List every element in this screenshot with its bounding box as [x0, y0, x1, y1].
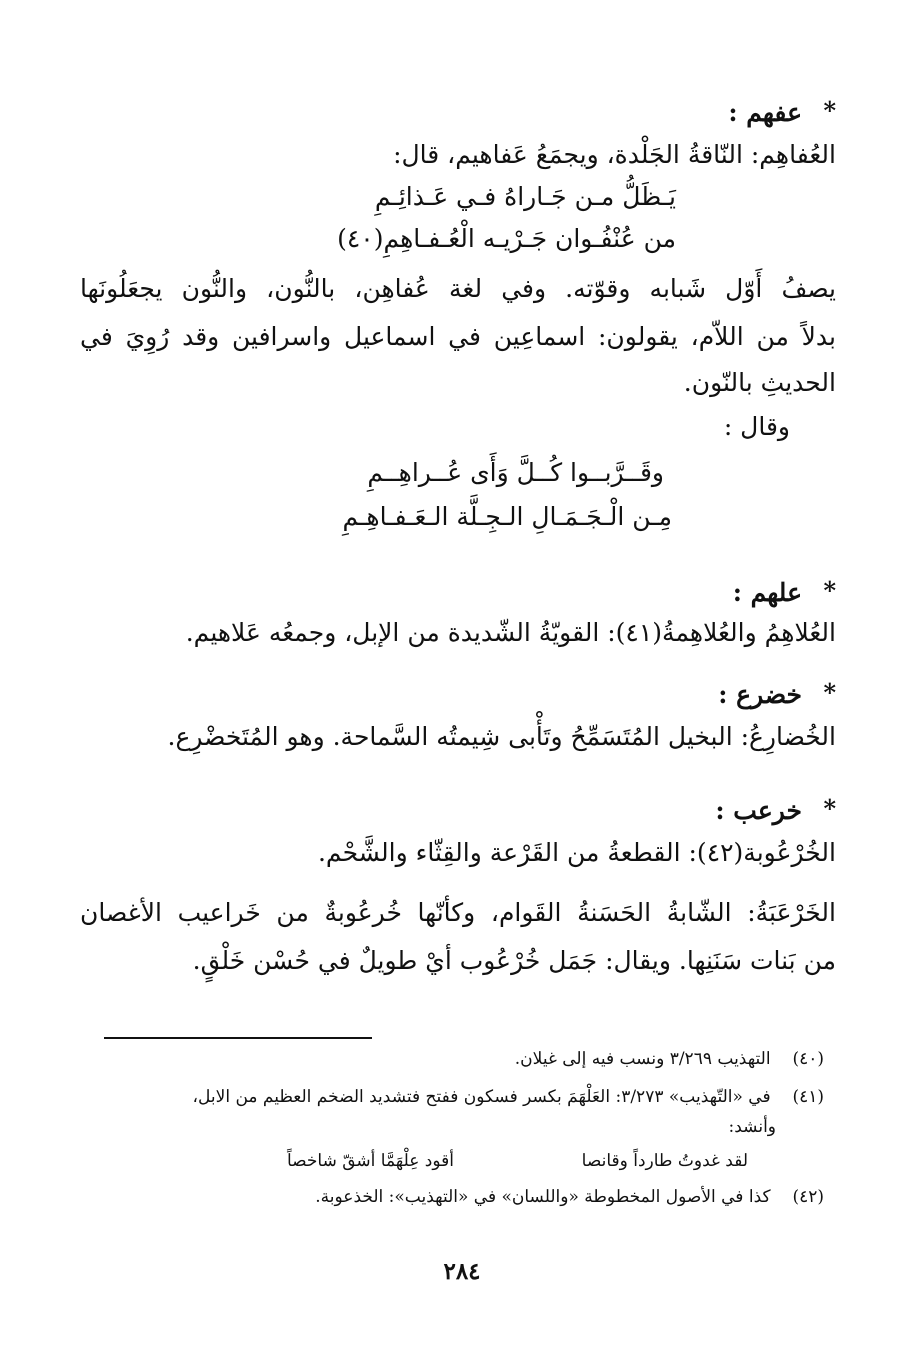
entry-text: العُفاهِم: النّاقةُ الجَلْدة، ويجمَعُ عَفاهيم، قال: — [393, 140, 836, 169]
footnote-text: وأنشد: — [728, 1117, 776, 1137]
footnote — [80, 1084, 824, 1110]
entry-text: يصفُ أَوّل شَبابه وقوّته. وفي لغة عُفاهِن، بالنُّون، والنُّون يجعَلُونَها — [80, 274, 836, 303]
entry-text: الحديثِ بالنّون. — [683, 368, 836, 397]
entry-star: * — [823, 794, 836, 823]
footnote-rule — [104, 1037, 372, 1039]
footnote-text: التهذيب ٣/٢٦٩ ونسب فيه إلى غيلان. — [514, 1049, 771, 1069]
verse-line: يَـظَلُّ مـن جَـاراهُ فـي عَـذائِـمِ — [374, 182, 676, 211]
entry-text: من بَنات سَنَنِها. ويقال: جَمَل خُرْعُوب أيْ طويلٌ في حُسْن خَلْقٍ. — [192, 946, 836, 975]
footnote-verse: لقد غدوتُ طارداً وقانصا — [581, 1151, 748, 1171]
verse-line: من عُنْفُـوان جَـرْيـه الْعُـفـاهِمِ(٤٠) — [337, 224, 676, 253]
entry-heading: عفهم : — [728, 98, 802, 127]
footnote-number: (٤٢) — [792, 1187, 824, 1207]
entry-text: الخُضارِعُ: البخيل المُتَسَمِّحُ وتَأْبى شِيمتُه السَّماحة. وهو المُتَخضْرِع. — [167, 722, 836, 751]
entry-text: العُلاهِمُ والعُلاهِمةُ(٤١): القويّةُ الشّديدة من الإبل، وجمعُه عَلاهيم. — [185, 618, 836, 647]
footnote-text: كذا في الأصول المخطوطة «واللسان» في «التهذيب»: الخذعوبة. — [315, 1187, 771, 1207]
footnote-verse: أقود عِلْهَمَّا أشقّ شاخصاً — [286, 1151, 454, 1171]
verse-line: مِـن الْـجَـمَـالِ الـجِـلَّة الـعَـفـاهِـمِ — [342, 502, 672, 531]
footnote-text: في «التّهذيب» ٣/٢٧٣: العَلْهَمَ بكسر فسكون ففتح فتشديد الضخم العظيم من الابل، — [192, 1087, 771, 1107]
footnote-number: (٤١) — [792, 1087, 824, 1107]
footnote-number: (٤٠) — [792, 1049, 824, 1069]
entry-star: * — [823, 96, 836, 125]
entry-text: الخُرْعُوبة(٤٢): القطعةُ من القَرْعة والقِثّاء والشَّحْم. — [317, 838, 836, 867]
entry-text: وقال : — [723, 412, 790, 441]
entry-star: * — [823, 678, 836, 707]
entry-star: * — [823, 576, 836, 605]
entry-heading: خضرع : — [718, 680, 802, 709]
footnote — [80, 1184, 824, 1210]
verse-line: وقَــرَّبــوا كُــلَّ وَأَى عُــراهِــمِ — [367, 458, 664, 487]
page-number: ٢٨٤ — [443, 1258, 481, 1285]
footnote — [80, 1046, 824, 1072]
entry-text: الخَرْعَبَةُ: الشّابةُ الحَسَنةُ القَوام، وكأنّها خُرعُوبةٌ من خَراعيب الأغصان — [80, 898, 836, 927]
entry-heading: علهم : — [732, 578, 802, 607]
entry-heading: خرعب : — [715, 796, 802, 825]
entry-text: بدلاً من اللاّم، يقولون: اسماعِين في اسماعيل واسرافين وقد رُوِيَ في — [80, 322, 836, 351]
